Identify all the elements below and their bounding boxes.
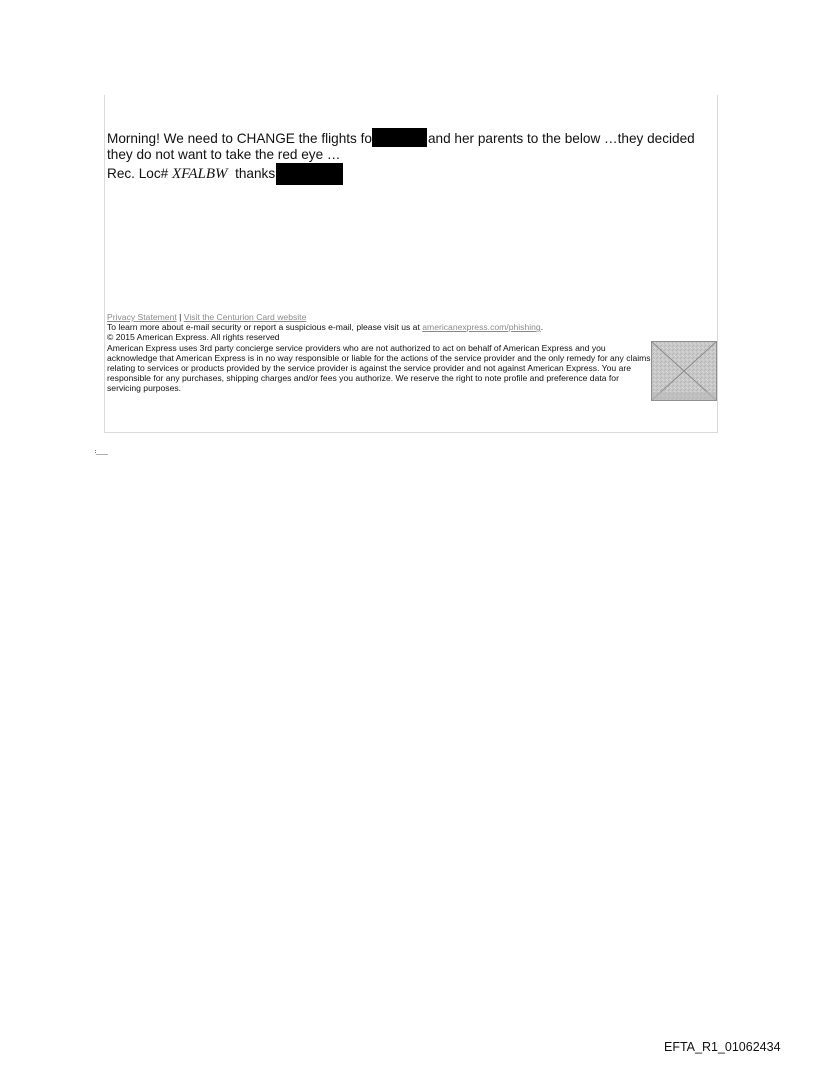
centurion-card-website-link[interactable]: Visit the Centurion Card website (183, 312, 307, 322)
image-placeholder-graphic (652, 342, 716, 400)
link-separator: | (176, 312, 184, 322)
document-id-label: EFTA_R1_01062434 (664, 1040, 781, 1054)
message-line-2: they do not want to take the red eye … (107, 147, 341, 162)
privacy-statement-link[interactable]: Privacy Statement (107, 312, 177, 322)
message-greeting-text: Morning! We need to CHANGE the flights fo (107, 131, 372, 146)
scan-artifact-mark (95, 450, 109, 456)
footer-links (107, 312, 653, 322)
email-body-container (104, 95, 718, 433)
redaction-block (372, 128, 427, 147)
security-notice (107, 322, 653, 332)
email-footer (107, 312, 653, 394)
record-locator-label: Rec. Loc# (107, 166, 172, 181)
message-body (107, 128, 719, 185)
record-locator-value: XFALBW (171, 166, 228, 182)
phishing-link[interactable]: americanexpress.com/phishing (422, 322, 541, 333)
message-line-3 (107, 163, 719, 185)
security-notice-text: To learn more about e-mail security or report a suspicious e-mail, please visit us at (107, 322, 423, 333)
thanks-text: thanks (227, 166, 276, 181)
disclaimer-text: American Express uses 3rd party concierge service providers who are not authorized to act on behalf of American Express and you acknowledge that American Express is in no way responsible or liable for the actions of the service provider and the only remedy for any claims relating to services or products provided by the service provider is against the service provider and not against American Express. You are responsible for any purchases, shipping charges and/or fees you authorize. We reserve the right to note profile and preference data for servicing purposes. (107, 342, 651, 394)
redaction-block (276, 163, 343, 185)
security-notice-end: . (540, 322, 544, 333)
message-line-1 (107, 128, 719, 147)
message-continuation-text: and her parents to the below …they decided (427, 131, 695, 146)
broken-image-placeholder-icon (651, 341, 717, 401)
copyright-text: © 2015 American Express. All rights reserved (107, 332, 280, 343)
